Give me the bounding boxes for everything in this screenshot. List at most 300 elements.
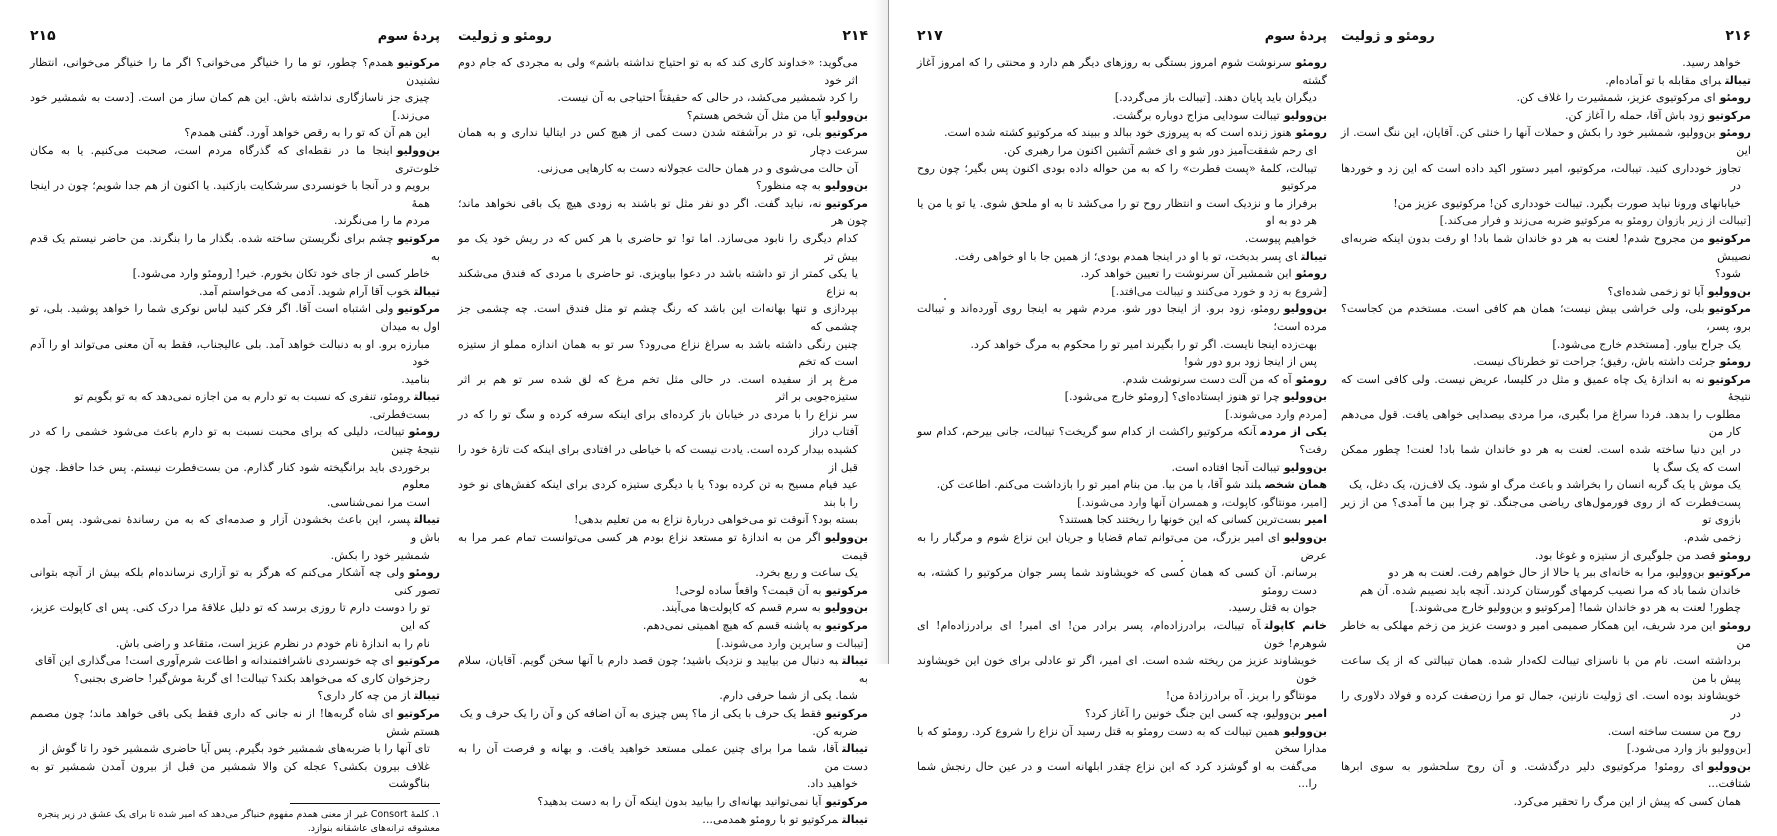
dialogue-line bbox=[1341, 300, 1751, 335]
dialogue-line bbox=[30, 599, 440, 634]
dialogue-line bbox=[917, 336, 1327, 354]
line-text: آیا تو زخمی شده‌ای؟ bbox=[1607, 284, 1704, 298]
dialogue-line bbox=[30, 212, 440, 230]
line-text: خاندان شما باد که مرا نصیب کرمهای گورستان کردند. آنچه باید نصیبم شده. آن هم bbox=[1360, 583, 1741, 597]
speaker-name: امیر bbox=[1305, 513, 1327, 527]
dialogue-line bbox=[917, 423, 1327, 458]
dialogue-line bbox=[458, 687, 868, 705]
speaker-name: مرکوتیو bbox=[397, 302, 440, 316]
speaker-name: تیبالت bbox=[414, 284, 440, 298]
line-text: من مجروح شدم! لعنت به هر دو خاندان شما باد! او رفت بدون اینکه ضربه‌ای نصیبش bbox=[1341, 231, 1751, 263]
dialogue-line bbox=[917, 371, 1327, 389]
dialogue-line bbox=[917, 476, 1327, 494]
line-text: آیا نمی‌توانید بهانه‌ای را بیابید بدون اینکه آن را به دست بدهید؟ bbox=[537, 794, 822, 808]
speaker-name: بن‌وولیو bbox=[1283, 108, 1327, 122]
dialogue-line bbox=[1341, 494, 1751, 529]
line-text: چنین رنگی داشته باشد به سراغ نزاع می‌رود؟ سر تو به همان اندازه مملو از ستیزه است که تخم bbox=[458, 337, 858, 369]
page-number: ۲۱۶ bbox=[1725, 28, 1751, 44]
line-text: خواهیم پیوست. bbox=[1244, 231, 1317, 245]
line-text: [مردم وارد می‌شوند.] bbox=[1225, 407, 1327, 421]
stage-direction bbox=[917, 283, 1327, 301]
line-text: برفراز ما و نزدیک است و انتظار روح تو را می‌کشد تا به او ملحق شوی. یا تو یا من یا هر دو به او bbox=[917, 196, 1317, 228]
line-text: بنامید. bbox=[401, 372, 430, 386]
dialogue-line bbox=[30, 494, 440, 512]
dialogue-line bbox=[1341, 371, 1751, 406]
line-text: بست‌ترین کسانی که این خونها را ریختند کجا هستند؟ bbox=[1058, 513, 1302, 527]
line-text: کشیده بیدار کرده است. یادت نیست که با خیاطی در افتادی برای اینکه کت تازهٔ خود را قبل از bbox=[458, 443, 858, 474]
speaker-name: مرکوتیو bbox=[1708, 566, 1751, 580]
dialogue-line bbox=[458, 511, 868, 529]
dialogue-line bbox=[30, 670, 440, 688]
stage-direction bbox=[1341, 212, 1751, 230]
speaker-name: بن‌وولیو bbox=[824, 179, 868, 193]
line-text: نام را به اندازهٔ نام خودم در نظرم عزیز است، متقاعد و راضی باش. bbox=[115, 636, 430, 650]
line-text: ولی اشتباه است آقا. اگر فکر کنید لباس نوکری شما را خواهد پوشید. بلی، تو اول به میدان bbox=[30, 302, 440, 333]
dialogue-line bbox=[30, 124, 440, 142]
page-body bbox=[1341, 54, 1751, 811]
dialogue-line bbox=[917, 723, 1327, 758]
line-text: به سرم قسم که کاپولت‌ها می‌آیند. bbox=[661, 601, 821, 615]
line-text: می‌گفت به او گوشزد کرد که این نزاع چقدر ابلهانه است و در عین حال رنجش شما را... bbox=[917, 759, 1317, 791]
line-text: خوب آقا آرام شوید. آدمی که می‌خواستم آمد. bbox=[199, 284, 411, 298]
stage-direction bbox=[917, 406, 1327, 424]
line-text: شما. یکی از شما حرفی دارم. bbox=[719, 689, 858, 703]
speaker-name: تیبالت bbox=[414, 689, 440, 703]
dialogue-line bbox=[458, 371, 868, 406]
dialogue-line bbox=[917, 529, 1327, 564]
line-text: نه، نباید گفت. اگر دو نفر مثل تو باشند به زودی هیچ یک باقی نخواهد ماند؛ چون هر bbox=[458, 196, 868, 228]
dialogue-line bbox=[458, 124, 868, 159]
line-text: پسر، این باعث بخشودن آزار و صدمه‌ای که به من رساندهٔ نمی‌شود. پس آمده باش و bbox=[30, 513, 440, 545]
page-body bbox=[30, 54, 440, 793]
dialogue-line bbox=[1341, 89, 1751, 107]
line-text: خیابانهای ورونا نباید صورت بگیرد. تیبالت خودداری کن! مرکوتیوی عزیز من! bbox=[1393, 196, 1741, 210]
line-text: اینجا ما در نقطه‌ای که گذرگاه مردم است، صحبت می‌کنیم. یا به مکان خلوت‌تری bbox=[30, 143, 440, 175]
speaker-name: رومئو bbox=[1295, 126, 1327, 140]
dialogue-line bbox=[30, 265, 440, 283]
dialogue-line bbox=[1341, 476, 1751, 494]
line-text: غلاف بیرون بکشی؟ عجله کن والا شمشیر من قبل از بیرون آمدن شمشیر تو به بناگوشت bbox=[30, 759, 430, 791]
dialogue-line bbox=[917, 459, 1327, 477]
dialogue-line bbox=[30, 687, 440, 705]
dialogue-line bbox=[30, 511, 440, 546]
stage-direction bbox=[1341, 740, 1751, 758]
speaker-name: مرکوتیو bbox=[825, 706, 868, 720]
speaker-name: امیر bbox=[1305, 706, 1327, 720]
line-text: ضربه کن. bbox=[812, 724, 858, 738]
dialogue-line bbox=[30, 89, 440, 124]
line-text: خویشاوند بوده است. ای ژولیت نازنین، جمال تو مرا زن‌صفت کرده و فولاد دلاوری را در bbox=[1341, 689, 1741, 720]
line-text: برخوردی باید برانگیخته شود کنار گذارم. من بست‌فطرت نیستم. پس خدا حافظ. چون معلوم bbox=[30, 460, 430, 492]
dialogue-line bbox=[917, 599, 1327, 617]
line-text: برسانم. آن کسی که همان کسی که خویشاوند شما پسر جوان مرکوتیو را کشته، به دست رومئو bbox=[917, 566, 1317, 597]
line-text: بهت‌زده اینجا نایست. اگر تو را بگیرند امیر تو را محکوم به مرگ خواهد کرد. bbox=[970, 337, 1317, 351]
line-text: خویشاوند عزیز من ریخته شده است. ای امیر، اگر تو عادلی برای خون این خویشاوند خون bbox=[917, 654, 1317, 685]
speaker-name: بن‌وولیو bbox=[824, 601, 868, 615]
dialogue-line bbox=[1341, 617, 1751, 652]
line-text: خاطر کسی از جای خود تکان بخورم. خیر! [رومئو وارد می‌شود.] bbox=[132, 267, 430, 281]
page-body bbox=[917, 54, 1327, 793]
dialogue-line bbox=[458, 336, 868, 371]
dialogue-line bbox=[30, 388, 440, 406]
dialogue-line bbox=[1341, 547, 1751, 565]
dialogue-line bbox=[917, 388, 1327, 406]
running-title: رومئو و ژولیت bbox=[458, 29, 552, 44]
dialogue-line bbox=[917, 54, 1327, 89]
line-text: بن‌وولیو، چه کسی این جنگ خونین را آغاز کرد؟ bbox=[1085, 706, 1302, 720]
line-text: [بن‌وولیو باز وارد می‌شود.] bbox=[1626, 742, 1751, 756]
speaker-name: مرکوتیو bbox=[397, 231, 440, 245]
line-text: همان کسی که پیش از این مرگ را تحقیر می‌کرد. bbox=[1513, 794, 1741, 808]
speaker-name: مرکوتیو bbox=[397, 56, 440, 69]
line-text: رجزخوان کاری که می‌خواهد بکند؟ تیبالت! ای گربهٔ موش‌گیر! حاضری بجنبی؟ bbox=[73, 671, 430, 685]
line-text: بسته بود؟ آنوقت تو می‌خواهی دربارهٔ نزاع به من تعلیم بدهی! bbox=[573, 513, 858, 527]
speaker-name: بن‌وولیو bbox=[1283, 390, 1327, 404]
line-text: مرکوتیو تو با رومئو همدمی... bbox=[702, 812, 839, 826]
dialogue-line bbox=[917, 705, 1327, 723]
speaker-name: رومئو bbox=[1719, 548, 1751, 562]
line-text: یک موش یا یک گربه انسان را بخراشد و باعث مرگ او شود. یک لاف‌زن، یک دغل، یک bbox=[1349, 478, 1741, 492]
speaker-name: مرکوتیو bbox=[397, 706, 440, 720]
dialogue-line bbox=[30, 283, 440, 301]
dialogue-line bbox=[1341, 564, 1751, 582]
dialogue-line bbox=[458, 705, 868, 723]
speaker-name: مرکوتیو bbox=[1708, 231, 1751, 245]
line-text: ای چه خونسردی ناشرافتمندانه و اطاعت شرم‌آوری است! می‌گذاری این آقای bbox=[34, 654, 394, 668]
line-text: در این دنیا ساخته شده است. لعنت به هر دو خاندان شما باد! لعنت! چطور ممکن است که یک سگ یا bbox=[1341, 443, 1741, 474]
dialogue-line bbox=[30, 177, 440, 212]
speaker-name: رومئو bbox=[1719, 619, 1751, 632]
scan-speck bbox=[944, 298, 946, 300]
line-text: تیبالت آنجا افتاده است. bbox=[1171, 460, 1280, 474]
page-216 bbox=[1341, 28, 1751, 808]
line-text: است مرا نمی‌شناسی. bbox=[326, 495, 430, 509]
dialogue-line bbox=[458, 476, 868, 511]
speaker-name: رومئو bbox=[1295, 56, 1327, 69]
page-number: ۲۱۴ bbox=[842, 28, 868, 44]
speaker-name: رومئو bbox=[1719, 91, 1751, 105]
line-text: بن‌وولیو، شمشیر خود را بکش و حملات آنها را خنثی کن. آقایان، این ننگ است. از این bbox=[1341, 126, 1751, 157]
dialogue-line bbox=[917, 265, 1327, 283]
line-text: [امیر، مونتاگو، کاپولت، و همسران آنها وارد می‌شوند.] bbox=[1077, 495, 1327, 509]
dialogue-line bbox=[1341, 336, 1751, 354]
line-text: قصد من جلوگیری از ستیزه و غوغا بود. bbox=[1534, 548, 1716, 562]
dialogue-line bbox=[917, 124, 1327, 142]
speaker-name: بن‌وولیو bbox=[396, 143, 440, 157]
speaker-name: تیبالت bbox=[1725, 73, 1751, 87]
line-text: این شمشیر آن سرنوشت را تعیین خواهد کرد. bbox=[1080, 267, 1292, 281]
dialogue-line bbox=[458, 775, 868, 793]
speaker-name: رومئو bbox=[1295, 372, 1327, 386]
dialogue-line bbox=[1341, 195, 1751, 213]
dialogue-line bbox=[917, 687, 1327, 705]
page-215 bbox=[30, 28, 440, 834]
speaker-name: بن‌وولیو bbox=[1283, 531, 1327, 545]
line-text: جرئت داشته باش، رفیق؛ جراحت تو خطرناک نیست. bbox=[1473, 355, 1716, 369]
line-text: می‌گوید: «خداوند کاری کند که به تو احتیاج نداشته باشم» ولی به مجردی که جام دوم اثر خود bbox=[458, 56, 858, 87]
line-text: بپردازی و تنها بهانه‌ات این باشد که رنگ چشم تو مثل فندق است. چه چشمی جز چشمی که bbox=[458, 302, 858, 333]
dialogue-line bbox=[458, 652, 868, 687]
dialogue-line bbox=[1341, 265, 1751, 283]
scan-speck bbox=[1181, 560, 1183, 562]
dialogue-line bbox=[458, 230, 868, 265]
running-title: رومئو و ژولیت bbox=[1341, 29, 1435, 44]
dialogue-line bbox=[1341, 599, 1751, 617]
speaker-name: تیبالت bbox=[414, 390, 440, 404]
line-text: تیبالت سودایی مزاج دوباره برگشت. bbox=[1112, 108, 1280, 122]
line-text: آن حالت می‌شوی و در همان حالت عجولانه دست به کارهایی می‌زنی. bbox=[536, 161, 858, 175]
dialogue-line bbox=[917, 617, 1327, 652]
dialogue-line bbox=[917, 160, 1327, 195]
dialogue-line bbox=[1341, 406, 1751, 441]
dialogue-line bbox=[1341, 441, 1751, 476]
dialogue-line bbox=[1341, 230, 1751, 265]
line-text: روح من سست ساخته است. bbox=[1607, 724, 1741, 738]
dialogue-line bbox=[1341, 723, 1751, 741]
line-text: یک ساعت و ربع بخرد. bbox=[755, 566, 858, 580]
speaker-name: بن‌وولیو bbox=[1707, 759, 1751, 773]
line-text: دیگران باید پایان دهند. [تیبالت باز می‌گردد.] bbox=[1114, 91, 1317, 105]
dialogue-line bbox=[1341, 72, 1751, 90]
speaker-name: رومئو bbox=[1295, 267, 1327, 281]
dialogue-line bbox=[30, 459, 440, 494]
line-text: تیبالت، کلمهٔ «پست فطرت» را که به من حواله داده بودی اکنون پس بگیر؛ چون روح مرکوتیو bbox=[917, 161, 1317, 193]
line-text: سر نزاع را با مردی در خیابان باز کرده‌ای برای اینکه سرفه کرده و سگ تو را که در آفتاب دراز bbox=[458, 407, 858, 439]
line-text: سرنوشت شوم امروز بستگی به روزهای دیگر هم دارد و محنتی را که امروز آغاز گشته bbox=[917, 56, 1327, 87]
line-text: بست‌فطرتی. bbox=[369, 407, 430, 421]
line-text: آنکه مرکوتیو راکشت از کدام سو گریخت؟ تیبالت، جانی بیرحم، کدام سو رفت؟ bbox=[917, 425, 1327, 457]
speaker-name: یکی از مردم bbox=[1260, 425, 1327, 439]
line-text: بلی، تو در برآشفته شدن دست کمی از هیچ کس در ایتالیا نداری و به همان سرعت دچار bbox=[458, 126, 868, 157]
running-title: پردهٔ سوم bbox=[377, 29, 440, 44]
speaker-name: مرکوتیو bbox=[1708, 302, 1751, 316]
dialogue-line bbox=[30, 547, 440, 565]
speaker-name: بن‌وولیو bbox=[824, 108, 868, 122]
line-text: برداشته است. نام من با ناسزای تیبالت لکه‌دار شده. همان تیبالتی که از یک ساعت پیش با من bbox=[1341, 654, 1741, 685]
line-text: تیبالت، دلیلی که برای محبت نسبت به تو دارم باعث می‌شود خشمی را که در نتیجهٔ چنین bbox=[30, 425, 440, 457]
dialogue-line bbox=[458, 793, 868, 811]
dialogue-line bbox=[1341, 652, 1751, 687]
speaker-name: بن‌وولیو bbox=[824, 531, 868, 545]
dialogue-line bbox=[30, 740, 440, 758]
dialogue-line bbox=[30, 300, 440, 335]
dialogue-line bbox=[458, 265, 868, 300]
line-text: ای مرکوتیوی عزیز، شمشیرت را غلاف کن. bbox=[1516, 91, 1716, 105]
line-text: بن‌وولیو، مرا به خانه‌ای ببر یا حالا از حال خواهم رفت. لعنت به هر دو bbox=[1388, 566, 1705, 580]
dialogue-line bbox=[30, 54, 440, 89]
dialogue-line bbox=[1341, 160, 1751, 195]
page-header bbox=[30, 28, 440, 44]
dialogue-line bbox=[458, 599, 868, 617]
page-number: ۲۱۵ bbox=[30, 28, 56, 44]
line-text: ای رحم شفقت‌آمیز دور شو و ای خشم آتشین اکنون مرا رهبری کن. bbox=[1003, 143, 1317, 157]
line-text: از من چه کار داری؟ bbox=[317, 689, 411, 703]
line-text: مرغ پر از سفیده است. در حالی مثل تخم مرغ که لق شده سر تو هم بر اثر ستیزه‌جویی بر اثر bbox=[458, 372, 858, 404]
speaker-name: مرکوتیو bbox=[1708, 372, 1751, 386]
running-title: پردهٔ سوم bbox=[1264, 29, 1327, 44]
speaker-name: مرکوتیو bbox=[825, 196, 868, 210]
speaker-name: رومئو bbox=[1719, 355, 1751, 369]
line-text: به پاشنه قسم که هیچ اهمیتی نمی‌دهم. bbox=[642, 619, 822, 632]
dialogue-line bbox=[458, 160, 868, 178]
line-text: همین تیبالت که به دست رومئو به قتل رسید آن نزاع را شروع کرد. رومئو که با مدارا سخن bbox=[917, 724, 1327, 756]
page-body bbox=[458, 54, 868, 828]
dialogue-line bbox=[917, 300, 1327, 335]
speaker-name: تیبالت bbox=[842, 812, 868, 826]
speaker-name: تیبالت bbox=[1301, 249, 1327, 263]
line-text: [تیبالت و سایرین وارد می‌شوند.] bbox=[716, 636, 868, 650]
line-text: این هم آن که تو را به رقص خواهد آورد. گفتی همدم؟ bbox=[184, 126, 430, 140]
line-text: را کرد شمشیر می‌کشد، در حالی که حقیقتاً احتیاجی به آن نیست. bbox=[557, 91, 858, 105]
speaker-name: مرکوتیو bbox=[825, 794, 868, 808]
line-text: ای پسر بدبخت، تو با او در اینجا همدم بودی؛ از همین جا با او خواهی رفت. bbox=[954, 249, 1298, 263]
left-page-spread bbox=[0, 0, 888, 834]
dialogue-line bbox=[1341, 793, 1751, 811]
line-text: چشم برای نگریستن ساخته شده. بگذار ما را بنگرند. من حاضر نیستم یک قدم به bbox=[30, 231, 440, 263]
dialogue-line bbox=[1341, 582, 1751, 600]
line-text: ای امیر بزرگ، من می‌توانم تمام قضایا و جریان این نزاع شوم و مرگبار را به عرض bbox=[917, 531, 1327, 562]
footnote: ۱. کلمهٔ Consort غیر از معنی همدم مفهوم خنیاگر می‌دهد که امیر شده تا برای یک عشق در زیر پنجره معشوقه ترانه‌های عاشقانه بنوازد. bbox=[37, 808, 440, 834]
dialogue-line bbox=[30, 652, 440, 670]
dialogue-line bbox=[458, 529, 868, 564]
speaker-name: بن‌وولیو bbox=[1707, 284, 1751, 298]
dialogue-line bbox=[917, 248, 1327, 266]
speaker-name: رومئو bbox=[408, 425, 440, 439]
page-217 bbox=[917, 28, 1327, 791]
line-text: آیا من مثل آن شخص هستم؟ bbox=[686, 108, 821, 122]
line-text: کدام دیگری را نابود می‌سازد. اما تو! تو حاضری با هر کس که در ریش خود یک مو بیش تر bbox=[458, 231, 858, 263]
line-text: به دنبال من بیایید و نزدیک باشید؛ چون قصد دارم با آنها سخن گویم. آقایان، سلام به bbox=[458, 654, 868, 685]
speaker-name: مرکوتیو bbox=[825, 619, 868, 632]
dialogue-line bbox=[917, 142, 1327, 160]
line-text: آه تیبالت، برادرزاده‌ام، پسر برادر من! ای امیر! ای برادرزاده‌ام! ای شوهرم! خون bbox=[917, 619, 1327, 650]
line-text: چیزی جز ناسازگاری نداشته باش. این هم کمان ساز من است. [دست به شمشیر خود می‌زند.] bbox=[30, 91, 430, 122]
page-header bbox=[1341, 28, 1751, 44]
line-text: شمشیر خود را بکش. bbox=[330, 548, 430, 562]
line-text: همدم؟ چطور، تو ما را خنیاگر می‌خوانی؟ اگر ما را خنیاگر می‌خوانی، انتظار نشنیدن bbox=[30, 56, 440, 87]
dialogue-line bbox=[917, 230, 1327, 248]
dialogue-line bbox=[458, 811, 868, 829]
gutter-shadow bbox=[874, 0, 888, 664]
speaker-name: رومئو bbox=[408, 566, 440, 580]
dialogue-line bbox=[30, 423, 440, 458]
dialogue-line bbox=[1341, 124, 1751, 159]
line-text: چرا تو هنوز ایستاده‌ای؟ [رومئو خارج می‌شود.] bbox=[1064, 390, 1280, 404]
line-text: شود؟ bbox=[1714, 267, 1741, 281]
dialogue-line bbox=[917, 107, 1327, 125]
speaker-name: رومئو bbox=[1719, 126, 1751, 140]
line-text: به آن قیمت؟ واقعاً ساده لوحی! bbox=[674, 583, 822, 597]
line-text: فقط یک حرف با یکی از ما؟ پس چیزی به آن اضافه کن و آن را یک حرف و یک bbox=[459, 706, 822, 720]
stage-direction bbox=[458, 635, 868, 653]
speaker-name: مرکوتیو bbox=[1708, 108, 1751, 122]
dialogue-line bbox=[458, 740, 868, 775]
dialogue-line bbox=[458, 723, 868, 741]
speaker-name: خانم کاپولت bbox=[1264, 619, 1327, 632]
page-header bbox=[917, 28, 1327, 44]
dialogue-line bbox=[30, 564, 440, 599]
dialogue-line bbox=[30, 336, 440, 371]
page-214 bbox=[458, 28, 868, 826]
page-header bbox=[458, 28, 868, 44]
speaker-name: بن‌وولیو bbox=[1283, 302, 1327, 316]
dialogue-line bbox=[458, 406, 868, 441]
line-text: پست‌فطرت که از روی فورمول‌های ریاضی می‌جنگد. تو چرا بین ما آمدی؟ من از زیر بازوی تو bbox=[1341, 495, 1741, 527]
dialogue-line bbox=[30, 705, 440, 740]
page-number: ۲۱۷ bbox=[917, 28, 943, 44]
dialogue-line bbox=[917, 652, 1327, 687]
dialogue-line bbox=[1341, 107, 1751, 125]
line-text: این مرد شریف، این همکار صمیمی امیر و دوست عزیز من زخم مهلکی به خاطر من bbox=[1341, 619, 1751, 650]
dialogue-line bbox=[458, 617, 868, 635]
dialogue-line bbox=[30, 230, 440, 265]
speaker-name: بن‌وولیو bbox=[1283, 724, 1327, 738]
line-text: جوان به قتل رسید. bbox=[1228, 601, 1317, 615]
dialogue-line bbox=[1341, 353, 1751, 371]
line-text: نه به اندازهٔ یک چاه عمیق و مثل در کلیسا، عریض نیست. ولی کافی است که نتیجهٔ bbox=[1341, 372, 1751, 404]
dialogue-line bbox=[1341, 529, 1751, 547]
speaker-name: تیبالت bbox=[842, 654, 868, 668]
dialogue-line bbox=[917, 89, 1327, 107]
line-text: تای آنها را با ضربه‌های شمشیر خود بگیرم. پس آیا حاضری شمشیر خود را تا گوش از bbox=[39, 742, 430, 756]
line-text: برویم و در آنجا با خونسردی سرشکایت بازکنید. یا اکنون از هم جدا شویم؛ چون در اینجا همهٔ bbox=[30, 179, 430, 210]
dialogue-line bbox=[458, 582, 868, 600]
line-text: مطلوب را بدهد. فردا سراغ مرا بگیری، مرا مردی بیصدایی خواهی یافت. قول می‌دهم کار من bbox=[1341, 407, 1741, 439]
dialogue-line bbox=[458, 195, 868, 230]
dialogue-line bbox=[458, 300, 868, 335]
dialogue-line bbox=[917, 195, 1327, 230]
line-text: آقا، شما مرا برای چنین عملی مستعد خواهید یافت. و بهانه و فرصت آن را به دست من bbox=[458, 742, 868, 773]
dialogue-line bbox=[30, 635, 440, 653]
line-text: پس از اینجا زود برو دور شو! bbox=[1183, 355, 1317, 369]
line-text: رومئو، زود برو. از اینجا دور شو. مردم شهر به اینجا روی آورده‌اند و تیبالت مرده است؛ bbox=[917, 302, 1327, 333]
line-text: عید فیام مسیح به تن کرده بود؟ یا با دیگری ستیزه کردی برای اینکه کفش‌های نو خود را با بند bbox=[458, 478, 858, 509]
speaker-name: مرکوتیو bbox=[825, 583, 868, 597]
line-text: ولی چه آشکار می‌کنم که هرگز به تو آزاری نرسانده‌ام بلکه بیش از آنچه بتوانی تصور کنی bbox=[30, 566, 440, 597]
line-text: اگر من به اندازهٔ تو مستعد نزاع بودم هر کسی می‌توانست تمام عمر مرا به قیمت bbox=[458, 531, 868, 562]
dialogue-line bbox=[458, 564, 868, 582]
line-text: تجاوز خودداری کنید. تیبالت، مرکوتیو، امیر دستور اکید داده است که این زد و خوردها در bbox=[1341, 161, 1741, 193]
line-text: آه که من آلت دست سرنوشت شدم. bbox=[1122, 372, 1292, 386]
dialogue-line bbox=[917, 353, 1327, 371]
dialogue-line bbox=[30, 371, 440, 389]
dialogue-line bbox=[458, 54, 868, 89]
line-text: مونتاگو را بریز. آه برادرزادهٔ من! bbox=[1165, 689, 1317, 703]
line-text: یک جراح بیاور. [مستخدم خارج می‌شود.] bbox=[1552, 337, 1741, 351]
dialogue-line bbox=[1341, 54, 1751, 72]
dialogue-line bbox=[917, 564, 1327, 599]
line-text: زود باش آقا، حمله را آغاز کن. bbox=[1564, 108, 1705, 122]
line-text: مردم ما را می‌نگرند. bbox=[334, 214, 430, 228]
line-text: تو را دوست دارم تا روزی برسد که تو دلیل علاقهٔ مرا درک کنی. پس ای کاپولت عزیز، که این bbox=[30, 601, 430, 632]
line-text: خواهد رسید. bbox=[1682, 56, 1741, 69]
line-text: بلند شو آقا، با من بیا. من بنام امیر تو را بازداشت می‌کنم. اطاعت کن. bbox=[936, 478, 1262, 492]
dialogue-line bbox=[458, 441, 868, 476]
line-text: خواهید داد. bbox=[806, 777, 858, 791]
footnote-rule bbox=[290, 803, 440, 804]
dialogue-line bbox=[1341, 687, 1751, 722]
right-page-spread bbox=[889, 0, 1777, 808]
speaker-name: تیبالت bbox=[842, 742, 868, 756]
dialogue-line bbox=[30, 758, 440, 793]
dialogue-line bbox=[917, 511, 1327, 529]
speaker-name: بن‌وولیو bbox=[1283, 460, 1327, 474]
dialogue-line bbox=[1341, 283, 1751, 301]
line-text: [شروع به زد و خورد می‌کنند و تیبالت می‌افتد.] bbox=[1111, 284, 1327, 298]
line-text: زخمی شدم. bbox=[1683, 531, 1741, 545]
line-text: به چه منظور؟ bbox=[755, 179, 821, 193]
line-text: هنوز زنده است که به پیروزی خود ببالد و ببیند که مرکوتیو کشته شده است. bbox=[943, 126, 1292, 140]
